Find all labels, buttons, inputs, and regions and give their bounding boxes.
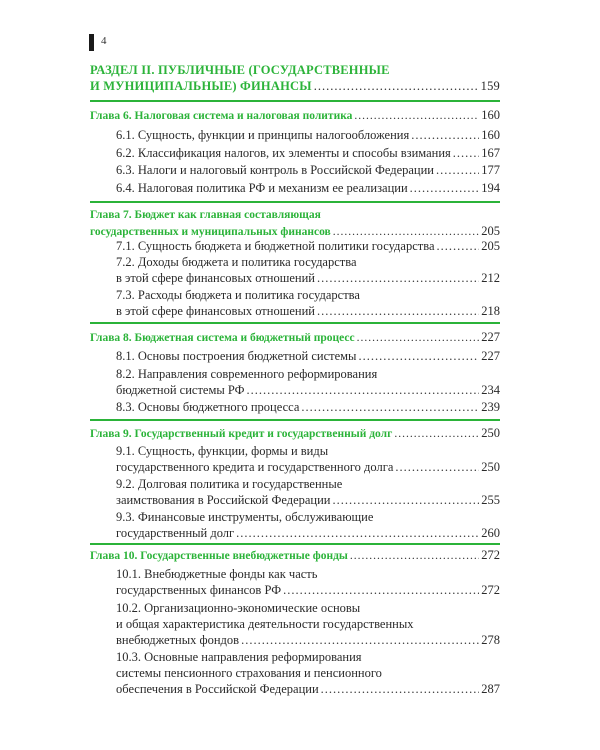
section-text: 8.3. Основы бюджетного процесса (116, 400, 300, 414)
chapter-8-page: 227 (481, 330, 500, 344)
section-text-line1: 9.1. Сущность, функции, формы и виды (116, 444, 329, 458)
toc-chapter-6 (0, 107, 600, 124)
section-text-line2: в этой сфере финансовых отношений (116, 304, 315, 318)
section-text: 6.3. Налоги и налоговый контроль в Российской Федерации (116, 163, 434, 177)
section-text-line1: 10.1. Внебюджетные фонды как часть (116, 567, 318, 581)
leader-dots (354, 108, 479, 124)
leader-dots (317, 303, 479, 319)
leader-dots (394, 426, 479, 442)
separator (90, 543, 500, 545)
toc-section-8-1 (0, 348, 600, 364)
toc-chapter-8 (0, 329, 600, 346)
leader-dots (453, 145, 479, 161)
section-page: 177 (481, 163, 500, 177)
section-text-line1: 7.2. Доходы бюджета и политика государства (116, 255, 357, 269)
page-number: 4 (101, 35, 107, 47)
section-text-line1: 10.3. Основные направления реформирования (116, 650, 362, 664)
leader-dots (357, 330, 480, 346)
leader-dots (358, 348, 479, 364)
toc-section-6-3 (0, 162, 600, 178)
toc-section-8-2 (0, 366, 600, 398)
section-text: 6.2. Классификация налогов, их элементы и способы взимания (116, 146, 451, 160)
leader-dots (247, 382, 480, 398)
separator (90, 100, 500, 102)
section-text: 7.1. Сущность бюджета и бюджетной политики государства (116, 239, 435, 253)
leader-dots (350, 548, 479, 564)
section-text-line2: государственный долг (116, 526, 235, 540)
leader-dots (314, 78, 479, 94)
section-text-line2: заимствования в Российской Федерации (116, 493, 331, 507)
section-text-line3: внебюджетных фондов (116, 633, 240, 647)
chapter-6-title: Глава 6. Налоговая система и налоговая политика (90, 110, 353, 122)
toc-section-9-3 (0, 509, 600, 541)
section-page: 194 (481, 181, 500, 195)
toc-part-2 (0, 62, 600, 94)
chapter-9-title: Глава 9. Государственный кредит и государственный долг (90, 428, 393, 440)
toc-section-8-3 (0, 399, 600, 415)
separator (90, 201, 500, 203)
section-text-line2: государственного кредита и государственного долга (116, 460, 394, 474)
section-text: 6.4. Налоговая политика РФ и механизм ее реализации (116, 181, 408, 195)
part-title-line2: И МУНИЦИПАЛЬНЫЕ) ФИНАНСЫ (90, 79, 312, 93)
section-page: 167 (481, 146, 500, 160)
section-page: 160 (481, 128, 500, 142)
leader-dots (410, 180, 480, 196)
toc-chapter-7 (0, 207, 600, 240)
section-text-line2: в этой сфере финансовых отношений (116, 271, 315, 285)
toc-section-7-1 (0, 238, 600, 254)
section-page: 218 (481, 304, 500, 318)
chapter-10-title: Глава 10. Государственные внебюджетные фонды (90, 550, 348, 562)
leader-dots (283, 582, 479, 598)
chapter-7-title-line2: государственных и муниципальных финансов (90, 226, 331, 238)
section-text-line1: 8.2. Направления современного реформирования (116, 367, 378, 381)
section-page: 287 (481, 682, 500, 696)
section-text-line2: и общая характеристика деятельности государственных (116, 617, 414, 631)
section-text-line3: обеспечения в Российской Федерации (116, 682, 319, 696)
toc-section-9-1 (0, 443, 600, 475)
section-page: 260 (481, 526, 500, 540)
leader-dots (301, 399, 479, 415)
leader-dots (395, 459, 479, 475)
toc-section-10-3 (0, 649, 600, 697)
section-page: 205 (481, 239, 500, 253)
toc-section-6-2 (0, 145, 600, 161)
separator (90, 322, 500, 324)
part-page: 159 (480, 79, 500, 93)
section-text: 6.1. Сущность, функции и принципы налогообложения (116, 128, 410, 142)
toc-section-7-3 (0, 287, 600, 319)
toc-section-10-2 (0, 600, 600, 648)
section-page: 234 (481, 383, 500, 397)
leader-dots (436, 162, 479, 178)
leader-dots (321, 681, 480, 697)
section-text-line1: 7.3. Расходы бюджета и политика государства (116, 288, 360, 302)
section-text: 8.1. Основы построения бюджетной системы (116, 349, 357, 363)
toc-chapter-10 (0, 547, 600, 564)
separator (90, 419, 500, 421)
part-title-line1: РАЗДЕЛ II. ПУБЛИЧНЫЕ (ГОСУДАРСТВЕННЫЕ (90, 63, 390, 77)
leader-dots (437, 238, 480, 254)
chapter-7-page: 205 (481, 224, 500, 238)
toc-section-7-2 (0, 254, 600, 286)
leader-dots (411, 127, 479, 143)
chapter-6-page: 160 (481, 108, 500, 122)
section-text-line2: бюджетной системы РФ (116, 383, 245, 397)
toc-section-6-4 (0, 180, 600, 196)
section-text-line1: 9.3. Финансовые инструменты, обслуживающие (116, 510, 374, 524)
leader-dots (333, 492, 480, 508)
toc-section-6-1 (0, 127, 600, 143)
chapter-10-page: 272 (481, 548, 500, 562)
section-page: 255 (481, 493, 500, 507)
section-text-line1: 10.2. Организационно-экономические основы (116, 601, 361, 615)
section-page: 239 (481, 400, 500, 414)
chapter-9-page: 250 (481, 426, 500, 440)
toc-section-9-2 (0, 476, 600, 508)
chapter-8-title: Глава 8. Бюджетная система и бюджетный процесс (90, 332, 355, 344)
section-text-line2: государственных финансов РФ (116, 583, 282, 597)
section-page: 250 (481, 460, 500, 474)
section-text-line1: 9.2. Долговая политика и государственные (116, 477, 343, 491)
section-page: 272 (481, 583, 500, 597)
leader-dots (317, 270, 479, 286)
section-page: 227 (481, 349, 500, 363)
toc-section-10-1 (0, 566, 600, 598)
section-page: 212 (481, 271, 500, 285)
chapter-7-title-line1: Глава 7. Бюджет как главная составляющая (90, 209, 321, 221)
toc-chapter-9 (0, 425, 600, 442)
leader-dots (236, 525, 479, 541)
section-page: 278 (481, 633, 500, 647)
page-marker (89, 34, 94, 51)
section-text-line2: системы пенсионного страхования и пенсионного (116, 666, 382, 680)
leader-dots (241, 632, 479, 648)
